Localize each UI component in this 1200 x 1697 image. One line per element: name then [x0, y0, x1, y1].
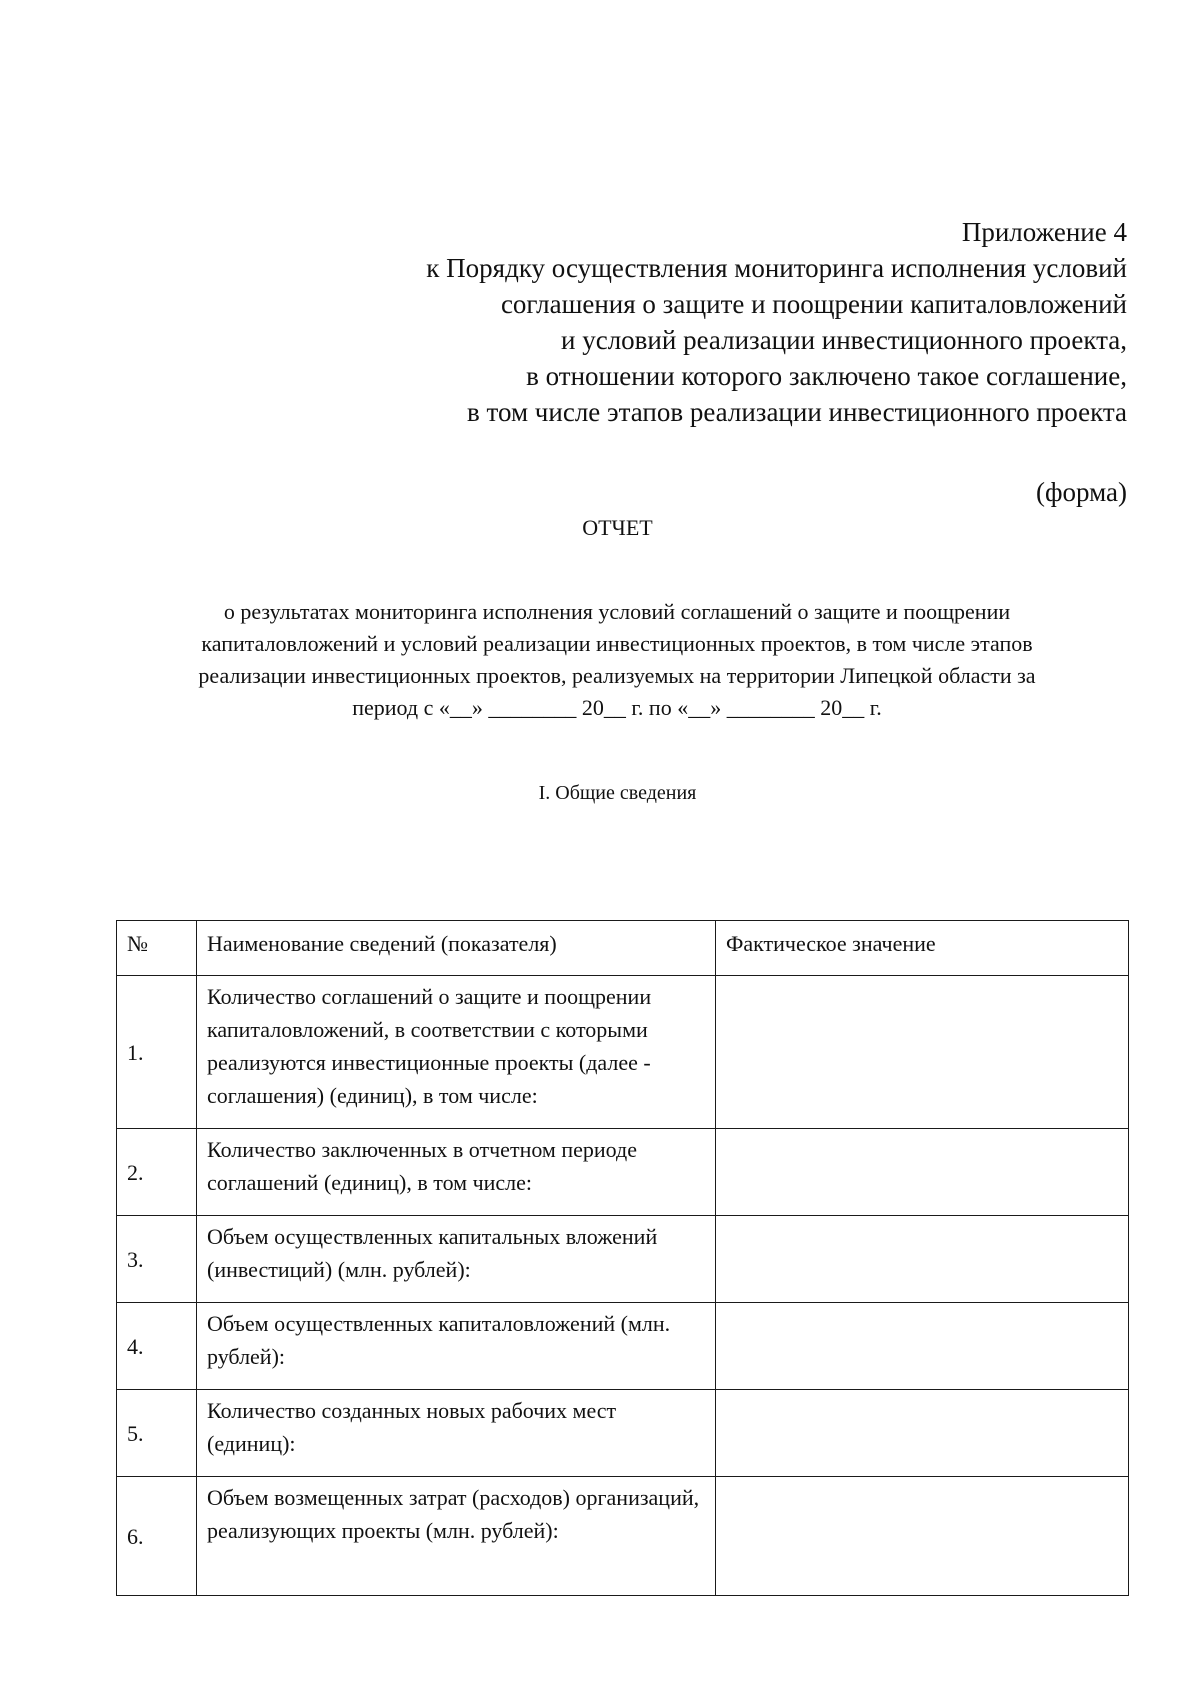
general-info-table: [116, 920, 1129, 1596]
row-actual-value[interactable]: [716, 976, 1129, 1129]
row-actual-value[interactable]: [716, 1129, 1129, 1216]
header-number: №: [117, 921, 197, 976]
form-mark: (форма): [1036, 477, 1127, 507]
table-row: [117, 1390, 1129, 1477]
table-row: [117, 976, 1129, 1129]
appendix-line: и условий реализации инвестиционного проекта,: [561, 325, 1127, 355]
row-number: 2.: [117, 1129, 197, 1216]
header-indicator-name: Наименование сведений (показателя): [197, 921, 716, 976]
row-number: 6.: [117, 1477, 197, 1596]
report-subtitle: [100, 596, 1134, 724]
row-number: 5.: [117, 1390, 197, 1477]
table-row: [117, 1303, 1129, 1390]
report-subtitle-line: капиталовложений и условий реализации инвестиционных проектов, в том числе этапов: [201, 631, 1033, 656]
row-indicator-name: Объем осуществленных капиталовложений (млн. рублей):: [197, 1303, 716, 1390]
row-number: 1.: [117, 976, 197, 1129]
row-indicator-name: Объем осуществленных капитальных вложений (инвестиций) (млн. рублей):: [197, 1216, 716, 1303]
appendix-line: в том числе этапов реализации инвестиционного проекта: [467, 397, 1127, 427]
section-title: I. Общие сведения: [538, 782, 697, 804]
table-row: [117, 1129, 1129, 1216]
table-row: [117, 1216, 1129, 1303]
report-subtitle-line: реализации инвестиционных проектов, реализуемых на территории Липецкой области за: [198, 663, 1036, 688]
header-actual-value: Фактическое значение: [716, 921, 1129, 976]
appendix-line: в отношении которого заключено такое соглашение,: [526, 361, 1127, 391]
row-indicator-name: Количество соглашений о защите и поощрении капиталовложений, в соответствии с которыми реализуются инвестиционные проекты (далее - соглашения) (единиц), в том числе:: [197, 976, 716, 1129]
report-subtitle-line: о результатах мониторинга исполнения условий соглашений о защите и поощрении: [223, 599, 1011, 624]
row-indicator-name: Объем возмещенных затрат (расходов) организаций, реализующих проекты (млн. рублей):: [197, 1477, 716, 1596]
appendix-line: к Порядку осуществления мониторинга исполнения условий: [426, 253, 1127, 283]
row-actual-value[interactable]: [716, 1390, 1129, 1477]
row-number: 4.: [117, 1303, 197, 1390]
row-actual-value[interactable]: [716, 1216, 1129, 1303]
appendix-header: [227, 214, 1127, 430]
table-header-row: [117, 921, 1129, 976]
row-indicator-name: Количество созданных новых рабочих мест (единиц):: [197, 1390, 716, 1477]
appendix-line: соглашения о защите и поощрении капиталовложений: [500, 289, 1127, 319]
report-subtitle-line: период с «__» ________ 20__ г. по «__» ________ 20__ г.: [352, 695, 882, 720]
row-indicator-name: Количество заключенных в отчетном периоде соглашений (единиц), в том числе:: [197, 1129, 716, 1216]
row-number: 3.: [117, 1216, 197, 1303]
report-title: ОТЧЕТ: [582, 515, 653, 540]
appendix-line: Приложение 4: [961, 217, 1127, 247]
row-actual-value[interactable]: [716, 1477, 1129, 1596]
table-row: [117, 1477, 1129, 1596]
row-actual-value[interactable]: [716, 1303, 1129, 1390]
